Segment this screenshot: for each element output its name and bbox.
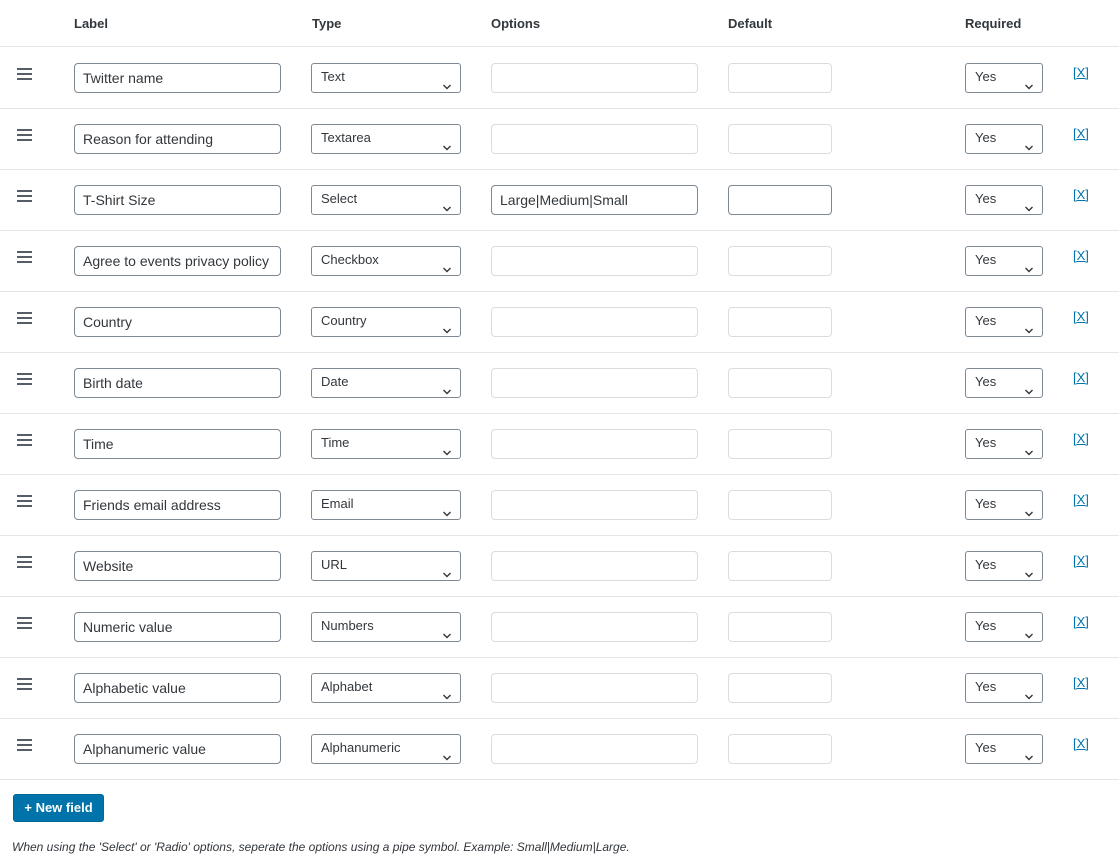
delete-field-link[interactable]: [X] — [1073, 431, 1089, 446]
field-options-input[interactable] — [491, 490, 698, 520]
field-required-select[interactable] — [965, 307, 1043, 337]
field-required-value: Yes — [975, 496, 997, 511]
table-row — [0, 48, 1119, 109]
chevron-down-icon — [443, 562, 451, 570]
field-options-input[interactable] — [491, 368, 698, 398]
chevron-down-icon — [443, 135, 451, 143]
field-required-select[interactable] — [965, 673, 1043, 703]
field-options-input[interactable] — [491, 734, 698, 764]
field-required-value: Yes — [975, 191, 997, 206]
field-required-value: Yes — [975, 557, 997, 572]
field-default-input[interactable] — [728, 185, 832, 215]
table-row — [0, 231, 1119, 292]
field-label-input[interactable] — [74, 734, 281, 764]
delete-field-link[interactable]: [X] — [1073, 65, 1089, 80]
field-type-value: Alphanumeric — [321, 740, 401, 755]
chevron-down-icon — [1025, 196, 1033, 204]
delete-field-link[interactable]: [X] — [1073, 675, 1089, 690]
table-row — [0, 170, 1119, 231]
table-row — [0, 597, 1119, 658]
drag-handle-icon[interactable] — [17, 434, 32, 446]
field-required-value: Yes — [975, 313, 997, 328]
delete-field-link[interactable]: [X] — [1073, 370, 1089, 385]
field-label-input[interactable] — [74, 490, 281, 520]
chevron-down-icon — [1025, 745, 1033, 753]
field-default-input[interactable] — [728, 490, 832, 520]
field-default-input[interactable] — [728, 429, 832, 459]
chevron-down-icon — [443, 257, 451, 265]
field-default-input[interactable] — [728, 246, 832, 276]
table-header — [0, 0, 1119, 47]
chevron-down-icon — [1025, 318, 1033, 326]
field-required-value: Yes — [975, 618, 997, 633]
field-type-value: Numbers — [321, 618, 374, 633]
chevron-down-icon — [1025, 74, 1033, 82]
table-row — [0, 414, 1119, 475]
drag-handle-icon[interactable] — [17, 617, 32, 629]
field-required-select[interactable] — [965, 734, 1043, 764]
table-row — [0, 658, 1119, 719]
field-label-input[interactable] — [74, 673, 281, 703]
table-row — [0, 353, 1119, 414]
field-label-input[interactable] — [74, 63, 281, 93]
field-required-value: Yes — [975, 252, 997, 267]
chevron-down-icon — [443, 196, 451, 204]
drag-handle-icon[interactable] — [17, 556, 32, 568]
chevron-down-icon — [443, 623, 451, 631]
field-default-input[interactable] — [728, 124, 832, 154]
drag-handle-icon[interactable] — [17, 739, 32, 751]
field-label-input[interactable] — [74, 307, 281, 337]
field-required-select[interactable] — [965, 185, 1043, 215]
field-type-value: Select — [321, 191, 358, 206]
field-type-value: Email — [321, 496, 354, 511]
field-label-input[interactable] — [74, 429, 281, 459]
table-row — [0, 536, 1119, 597]
field-type-value: URL — [321, 557, 348, 572]
chevron-down-icon — [1025, 501, 1033, 509]
field-type-select[interactable] — [311, 63, 461, 93]
field-label-input[interactable] — [74, 612, 281, 642]
chevron-down-icon — [1025, 684, 1033, 692]
chevron-down-icon — [443, 684, 451, 692]
column-header-default: Default — [728, 16, 773, 31]
chevron-down-icon — [443, 74, 451, 82]
delete-field-link[interactable]: [X] — [1073, 309, 1089, 324]
field-type-select[interactable] — [311, 490, 461, 520]
column-header-type: Type — [312, 16, 342, 31]
field-options-input[interactable] — [491, 63, 698, 93]
field-required-value: Yes — [975, 740, 997, 755]
chevron-down-icon — [1025, 135, 1033, 143]
field-required-select[interactable] — [965, 368, 1043, 398]
drag-handle-icon[interactable] — [17, 68, 32, 80]
field-required-select[interactable] — [965, 612, 1043, 642]
field-required-value: Yes — [975, 374, 997, 389]
field-default-input[interactable] — [728, 673, 832, 703]
field-required-value: Yes — [975, 435, 997, 450]
chevron-down-icon — [443, 318, 451, 326]
field-options-input[interactable] — [491, 612, 698, 642]
chevron-down-icon — [1025, 440, 1033, 448]
field-options-input[interactable] — [491, 185, 698, 215]
field-required-value: Yes — [975, 679, 997, 694]
field-default-input[interactable] — [728, 734, 832, 764]
delete-field-link[interactable]: [X] — [1073, 248, 1089, 263]
drag-handle-icon[interactable] — [17, 129, 32, 141]
field-options-input[interactable] — [491, 124, 698, 154]
delete-field-link[interactable]: [X] — [1073, 126, 1089, 141]
field-type-select[interactable] — [311, 368, 461, 398]
delete-field-link[interactable]: [X] — [1073, 492, 1089, 507]
drag-handle-icon[interactable] — [17, 678, 32, 690]
field-type-value: Checkbox — [321, 252, 379, 267]
drag-handle-icon[interactable] — [17, 251, 32, 263]
field-required-select[interactable] — [965, 246, 1043, 276]
field-label-input[interactable] — [74, 551, 281, 581]
table-row — [0, 475, 1119, 536]
field-default-input[interactable] — [728, 612, 832, 642]
field-default-input[interactable] — [728, 551, 832, 581]
column-header-required: Required — [965, 16, 1022, 31]
field-type-select[interactable] — [311, 612, 461, 642]
drag-handle-icon[interactable] — [17, 495, 32, 507]
help-note: When using the 'Select' or 'Radio' options, seperate the options using a pipe symbol. Example: Small|Medium|Large. — [12, 840, 630, 854]
field-options-input[interactable] — [491, 246, 698, 276]
field-required-select[interactable] — [965, 551, 1043, 581]
new-field-button[interactable]: + New field — [13, 794, 104, 822]
table-row — [0, 109, 1119, 170]
chevron-down-icon — [443, 745, 451, 753]
field-type-value: Time — [321, 435, 350, 450]
chevron-down-icon — [1025, 623, 1033, 631]
drag-handle-icon[interactable] — [17, 190, 32, 202]
field-required-select[interactable] — [965, 124, 1043, 154]
field-label-input[interactable] — [74, 246, 281, 276]
field-type-select[interactable] — [311, 246, 461, 276]
delete-field-link[interactable]: [X] — [1073, 553, 1089, 568]
chevron-down-icon — [1025, 257, 1033, 265]
field-type-select[interactable] — [311, 307, 461, 337]
table-row — [0, 292, 1119, 353]
field-options-input[interactable] — [491, 551, 698, 581]
delete-field-link[interactable]: [X] — [1073, 614, 1089, 629]
field-default-input[interactable] — [728, 307, 832, 337]
chevron-down-icon — [443, 501, 451, 509]
chevron-down-icon — [1025, 379, 1033, 387]
drag-handle-icon[interactable] — [17, 312, 32, 324]
column-header-label: Label — [74, 16, 108, 31]
delete-field-link[interactable]: [X] — [1073, 736, 1089, 751]
field-default-input[interactable] — [728, 368, 832, 398]
field-options-input[interactable] — [491, 673, 698, 703]
field-type-select[interactable] — [311, 734, 461, 764]
field-type-value: Text — [321, 69, 345, 84]
field-type-select[interactable] — [311, 185, 461, 215]
field-type-select[interactable] — [311, 551, 461, 581]
chevron-down-icon — [443, 379, 451, 387]
field-type-value: Alphabet — [321, 679, 373, 694]
column-header-options: Options — [491, 16, 541, 31]
chevron-down-icon — [1025, 562, 1033, 570]
delete-field-link[interactable]: [X] — [1073, 187, 1089, 202]
field-type-value: Textarea — [321, 130, 371, 145]
field-options-input[interactable] — [491, 307, 698, 337]
field-label-input[interactable] — [74, 185, 281, 215]
field-type-select[interactable] — [311, 429, 461, 459]
field-required-select[interactable] — [965, 429, 1043, 459]
field-required-value: Yes — [975, 69, 997, 84]
field-required-select[interactable] — [965, 490, 1043, 520]
field-type-select[interactable] — [311, 673, 461, 703]
field-default-input[interactable] — [728, 63, 832, 93]
field-type-value: Date — [321, 374, 349, 389]
table-row — [0, 719, 1119, 780]
field-label-input[interactable] — [74, 368, 281, 398]
field-type-value: Country — [321, 313, 367, 328]
drag-handle-icon[interactable] — [17, 373, 32, 385]
field-type-select[interactable] — [311, 124, 461, 154]
field-label-input[interactable] — [74, 124, 281, 154]
field-required-select[interactable] — [965, 63, 1043, 93]
field-required-value: Yes — [975, 130, 997, 145]
chevron-down-icon — [443, 440, 451, 448]
field-options-input[interactable] — [491, 429, 698, 459]
